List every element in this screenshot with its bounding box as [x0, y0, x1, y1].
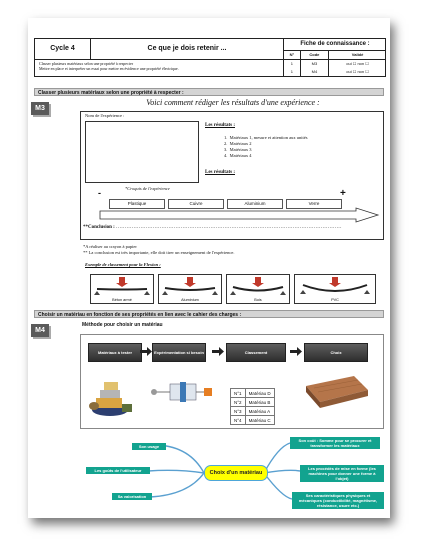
- section-tag: M4: [31, 324, 49, 337]
- col-code: Code: [301, 51, 329, 59]
- table-cell: N°3: [231, 407, 246, 416]
- mindmap-node: Sa valorisation: [112, 493, 152, 500]
- item-text: Matériaux 1, mesure et attention aux unités: [229, 135, 308, 140]
- example-label: Bois: [254, 298, 262, 302]
- table-row: [231, 407, 275, 416]
- fiche-row: [284, 68, 386, 76]
- experiment-diagram-image: [150, 376, 216, 410]
- flexion-beam-icon: [295, 275, 375, 297]
- example-label: Aluminium: [181, 298, 199, 302]
- material-samples-image: [86, 370, 136, 418]
- table-cell: N°1: [231, 389, 246, 398]
- resultats-list: [224, 135, 307, 159]
- flexion-beam-icon: [159, 275, 221, 297]
- flexion-beam-icon: [91, 275, 153, 297]
- fiche-row: [284, 60, 386, 68]
- croquis-label: *Croquis de l'expérience: [125, 186, 170, 191]
- list-item: 1. Matériaux 1, mesure et attention aux unités: [224, 135, 308, 140]
- item-text: Matériaux 2: [229, 141, 252, 146]
- row-valide: oui ☐ non ☐: [346, 61, 369, 66]
- row-num: 1: [284, 68, 301, 76]
- table-row: [231, 416, 275, 425]
- competence-lines: [39, 61, 279, 71]
- flexion-example: [226, 274, 290, 304]
- flow-step: Classement: [226, 343, 286, 362]
- fiche-connaissance: [283, 39, 386, 76]
- flexion-example: [90, 274, 154, 304]
- mindmap-node: Les procédés de mise en forme (les machines pour donner une forme à l'objet): [300, 465, 384, 482]
- material-box: Aluminium: [227, 199, 283, 209]
- example-label: Béton armé: [112, 298, 132, 302]
- table-cell: Matériau D: [245, 389, 274, 398]
- list-item: 3. Matériaux 3: [224, 147, 252, 152]
- header-table: [34, 38, 386, 77]
- table-cell: Matériau B: [245, 398, 274, 407]
- note: *A réaliser au crayon à papier: [83, 244, 137, 249]
- section-tag: M3: [31, 102, 49, 115]
- fiche-title: Fiche de connaissance :: [284, 39, 386, 51]
- arrow-right-icon: [290, 347, 302, 356]
- page-title: Ce que je dois retenir ...: [91, 39, 283, 60]
- flow-step: Expérimentation si besoin: [152, 343, 206, 362]
- note: ** La conclusion est très importante, elle doit tirer un enseignement de l'expérience.: [83, 250, 235, 255]
- flexion-example: [294, 274, 376, 304]
- arrow-right-icon: [140, 347, 152, 356]
- plus-sign: +: [340, 188, 346, 199]
- material-box: Plastique: [109, 199, 165, 209]
- row-num: 1: [284, 60, 301, 68]
- flexion-beam-icon: [227, 275, 289, 297]
- document-page: [28, 18, 390, 518]
- mindmap-node: Son coût : Somme pour se procurer et transformer les matériaux: [290, 437, 380, 449]
- row-valide: oui ☐ non ☐: [346, 69, 369, 74]
- cycle-label: Cycle 4: [35, 39, 91, 60]
- table-row: [231, 389, 275, 398]
- conclusion-label: **Conclusion : .................................................................................................................................: [83, 225, 342, 230]
- mindmap-node: Les goûts de l'utilisateur: [86, 467, 150, 474]
- nom-label: Nom de l'expérience :: [85, 113, 125, 118]
- table-cell: N°2: [231, 398, 246, 407]
- table-cell: Matériau A: [245, 407, 274, 416]
- scale-arrow: [98, 207, 380, 223]
- row-code: M3: [301, 60, 329, 68]
- material-box: Cuivre: [168, 199, 224, 209]
- notes: [83, 244, 235, 256]
- mindmap-node: Son usage: [132, 443, 166, 450]
- table-row: [231, 398, 275, 407]
- material-box: Verre: [286, 199, 342, 209]
- wood-plank-image: [304, 372, 370, 416]
- list-item: 2. Matériaux 2: [224, 141, 252, 146]
- mindmap-center: Choix d'un matériau: [204, 465, 268, 481]
- classement-table: [230, 388, 275, 425]
- list-item: 4. Matériaux 4: [224, 153, 252, 158]
- non-label: non: [357, 69, 365, 74]
- section-bar: Classer plusieurs matériaux selon une propriété à respecter :: [34, 88, 384, 96]
- croquis-box: [85, 121, 199, 183]
- oui-label: oui: [346, 69, 352, 74]
- table-cell: Matériau C: [245, 416, 274, 425]
- example-label: PVC: [331, 298, 339, 302]
- row-code: M4: [301, 68, 329, 76]
- competence-text: Mettre en place et interpréter un essai pour mettre en évidence une propriété électrique.: [39, 66, 179, 71]
- flow-step: Choix: [304, 343, 368, 362]
- mindmap-node: Ses caractéristiques physiques et mécaniques (conductibilité, magnétisme, résistance, usure etc.): [292, 492, 384, 509]
- table-cell: N°4: [231, 416, 246, 425]
- fiche-header-row: [284, 51, 386, 60]
- arrow-right-icon: [212, 347, 224, 356]
- item-text: Matériaux 3: [229, 147, 252, 152]
- col-num: N°: [284, 51, 301, 59]
- resultats-label: Les résultats :: [205, 123, 235, 128]
- conclusion-text: **Conclusion :: [83, 225, 115, 230]
- example-title: Exemple de classement pour la Flexion :: [85, 262, 161, 267]
- minus-sign: -: [98, 188, 101, 198]
- flow-step: Matériaux à tester: [88, 343, 142, 362]
- item-text: Matériaux 4: [229, 153, 252, 158]
- section-bar: Choisir un matériau en fonction de ses propriétés en lien avec le cahier des charges :: [34, 310, 384, 318]
- col-valide: Validé: [351, 52, 364, 57]
- oui-label: oui: [346, 61, 352, 66]
- non-label: non: [357, 61, 365, 66]
- competence-text: Classer plusieurs matériaux selon une propriété à respecter: [39, 61, 134, 66]
- resultats-label-2: Les résultats :: [205, 170, 235, 175]
- flexion-example: [158, 274, 222, 304]
- section-subtitle: Méthode pour choisir un matériau: [82, 322, 163, 328]
- section-subtitle: Voici comment rédiger les résultats d'une expérience :: [146, 98, 320, 107]
